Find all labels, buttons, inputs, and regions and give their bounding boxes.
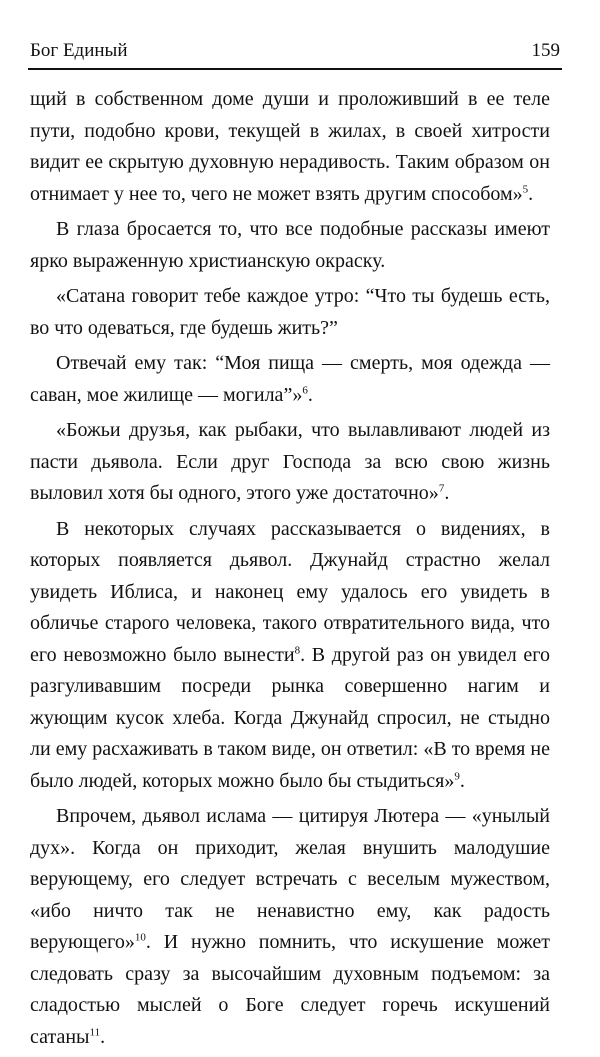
paragraph-text: Впрочем, дьявол ислама — цитируя Лютера — «унылый дух». Когда он приходит, желая внушить малодушие верующему, его следует встречать с веселым мужеством, «ибо ничто так не ненавистно ему, как радость верующего» bbox=[30, 805, 550, 953]
paragraph-text: . В другой раз он увидел его разгуливавшим посреди рынка совершенно нагим и жующим кусок хлеба. Когда Джунайд спросил, не стыдно ли ему расхаживать в таком виде, он ответил: «В то время не было людей, которых можно было бы стыдиться» bbox=[30, 643, 550, 792]
paragraph bbox=[30, 348, 550, 411]
paragraph bbox=[30, 415, 550, 510]
footnote-ref[interactable]: 11 bbox=[89, 1025, 101, 1038]
footnote-ref[interactable]: 8 bbox=[294, 643, 301, 656]
paragraph-text: В глаза бросается то, что все подобные рассказы имеют ярко выраженную христианскую окраску. bbox=[30, 218, 550, 272]
body-text bbox=[30, 84, 550, 1057]
paragraph bbox=[30, 514, 550, 798]
paragraph-text: . bbox=[444, 482, 450, 504]
paragraph-text: Отвечай ему так: “Моя пища — смерть, моя одежда — саван, мое жилище — могила”» bbox=[30, 352, 550, 406]
paragraph-text: . И нужно помнить, что искушение может следовать сразу за высочайшим духовным подъемом: за сладостью мыслей о Боге следует горечь искушений сатаны bbox=[30, 931, 550, 1048]
footnote-ref[interactable]: 10 bbox=[134, 931, 146, 944]
paragraph bbox=[30, 214, 550, 277]
running-title: Бог Единый bbox=[30, 40, 128, 61]
paragraph-text: . bbox=[307, 383, 313, 406]
running-header bbox=[30, 38, 560, 64]
footnote-ref[interactable]: 5 bbox=[522, 182, 529, 195]
footnote-ref[interactable]: 9 bbox=[454, 769, 460, 782]
paragraph bbox=[30, 801, 550, 1053]
paragraph-text: . bbox=[459, 769, 465, 792]
paragraph-text: «Божьи друзья, как рыбаки, что вылавливают людей из пасти дьявола. Если друг Господа за всю свою жизнь выловил хотя бы одного, этого уже достаточно» bbox=[30, 419, 550, 504]
paragraph bbox=[30, 84, 550, 210]
paragraph-text: «Сатана говорит тебе каждое утро: “Что ты будешь есть, во что одеваться, где будешь жить?” bbox=[30, 285, 550, 339]
paragraph-text: щий в собственном доме души и проложивший в ее теле пути, подобно крови, текущей в жилах, в своей хитрости видит ее скрытую духовную нерадивость. Таким образом он отнимает у нее то, чего не может взять другим способом» bbox=[30, 88, 550, 205]
footnote-ref[interactable]: 6 bbox=[302, 383, 308, 396]
paragraph-text: . bbox=[100, 1025, 106, 1048]
paragraph-text: В некоторых случаях рассказывается о видениях, в которых появляется дьявол. Джунайд страстно желал увидеть Иблиса, и наконец ему удалось его увидеть в обличье старого человека, такого отвратительного вида, что его невозможно было вынести bbox=[30, 517, 550, 666]
page-number: 159 bbox=[531, 40, 560, 61]
paragraph-text: . bbox=[528, 182, 534, 205]
footnote-ref[interactable]: 7 bbox=[438, 482, 445, 495]
paragraph bbox=[30, 281, 550, 344]
header-rule bbox=[28, 68, 562, 70]
